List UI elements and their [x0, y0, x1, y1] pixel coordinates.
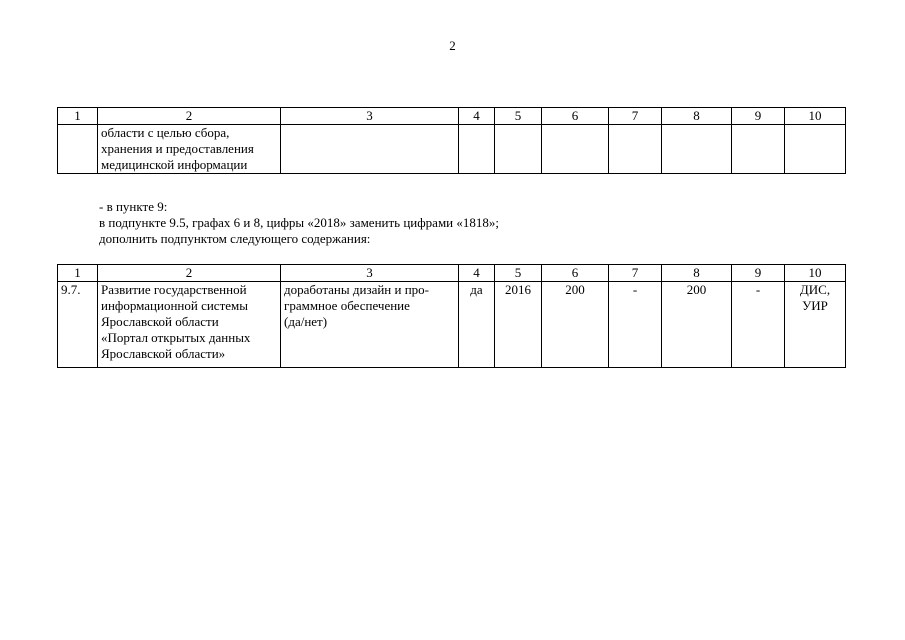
- cell-col8: 200: [662, 282, 732, 368]
- cell-number: [58, 125, 98, 174]
- cell-col7: [609, 125, 662, 174]
- cell-indicator: [281, 125, 459, 174]
- cell-col8: [662, 125, 732, 174]
- table-row: [58, 125, 846, 174]
- cell-col5: [495, 125, 542, 174]
- column-header: 9: [732, 108, 785, 125]
- page-number: 2: [449, 38, 456, 53]
- cell-number: 9.7.: [58, 282, 98, 368]
- column-header: 3: [281, 108, 459, 125]
- cell-line: Развитие государственной: [101, 282, 247, 297]
- column-header: 6: [542, 265, 609, 282]
- cell-col10: [785, 125, 846, 174]
- column-header: 10: [785, 265, 846, 282]
- cell-col9: -: [732, 282, 785, 368]
- table-new-item: [57, 264, 846, 368]
- column-header: 8: [662, 265, 732, 282]
- column-header: 8: [662, 108, 732, 125]
- cell-col10: [785, 282, 846, 368]
- cell-col5: 2016: [495, 282, 542, 368]
- cell-col4: да: [459, 282, 495, 368]
- cell-line: области с целью сбора,: [101, 125, 230, 140]
- amendment-instructions: [99, 199, 499, 247]
- column-header: 4: [459, 108, 495, 125]
- cell-col6: 200: [542, 282, 609, 368]
- cell-line: ДИС,: [799, 282, 831, 297]
- table-row: [58, 282, 846, 368]
- column-header-row: [58, 108, 846, 125]
- column-header-row: [58, 265, 846, 282]
- column-header: 6: [542, 108, 609, 125]
- cell-line: информационной системы: [101, 298, 248, 313]
- column-header: 7: [609, 108, 662, 125]
- instruction-line: дополнить подпунктом следующего содержания:: [99, 231, 371, 246]
- cell-line: (да/нет): [284, 314, 328, 329]
- column-header: 4: [459, 265, 495, 282]
- cell-col7: -: [609, 282, 662, 368]
- column-header: 1: [58, 265, 98, 282]
- column-header: 7: [609, 265, 662, 282]
- cell-col4: [459, 125, 495, 174]
- column-header: 9: [732, 265, 785, 282]
- cell-line: УИР: [802, 298, 828, 313]
- cell-line: «Портал открытых данных: [101, 330, 251, 345]
- column-header: 1: [58, 108, 98, 125]
- column-header: 10: [785, 108, 846, 125]
- cell-line: граммное обеспечение: [284, 298, 410, 313]
- column-header: 5: [495, 108, 542, 125]
- cell-line: Ярославской области: [101, 314, 219, 329]
- table-continuation: [57, 107, 846, 174]
- cell-line: хранения и предоставления: [101, 141, 254, 156]
- cell-col9: [732, 125, 785, 174]
- cell-line: доработаны дизайн и про-: [284, 282, 430, 297]
- column-header: 2: [98, 265, 281, 282]
- cell-line: Ярославской области»: [101, 346, 226, 361]
- cell-name: [98, 282, 281, 368]
- instruction-line: в подпункте 9.5, графах 6 и 8, цифры «2018» заменить цифрами «1818»;: [99, 215, 499, 230]
- column-header: 2: [98, 108, 281, 125]
- instruction-line: - в пункте 9:: [99, 199, 168, 214]
- cell-col6: [542, 125, 609, 174]
- cell-indicator: [281, 282, 459, 368]
- cell-name: [98, 125, 281, 174]
- column-header: 5: [495, 265, 542, 282]
- cell-line: медицинской информации: [101, 157, 248, 172]
- column-header: 3: [281, 265, 459, 282]
